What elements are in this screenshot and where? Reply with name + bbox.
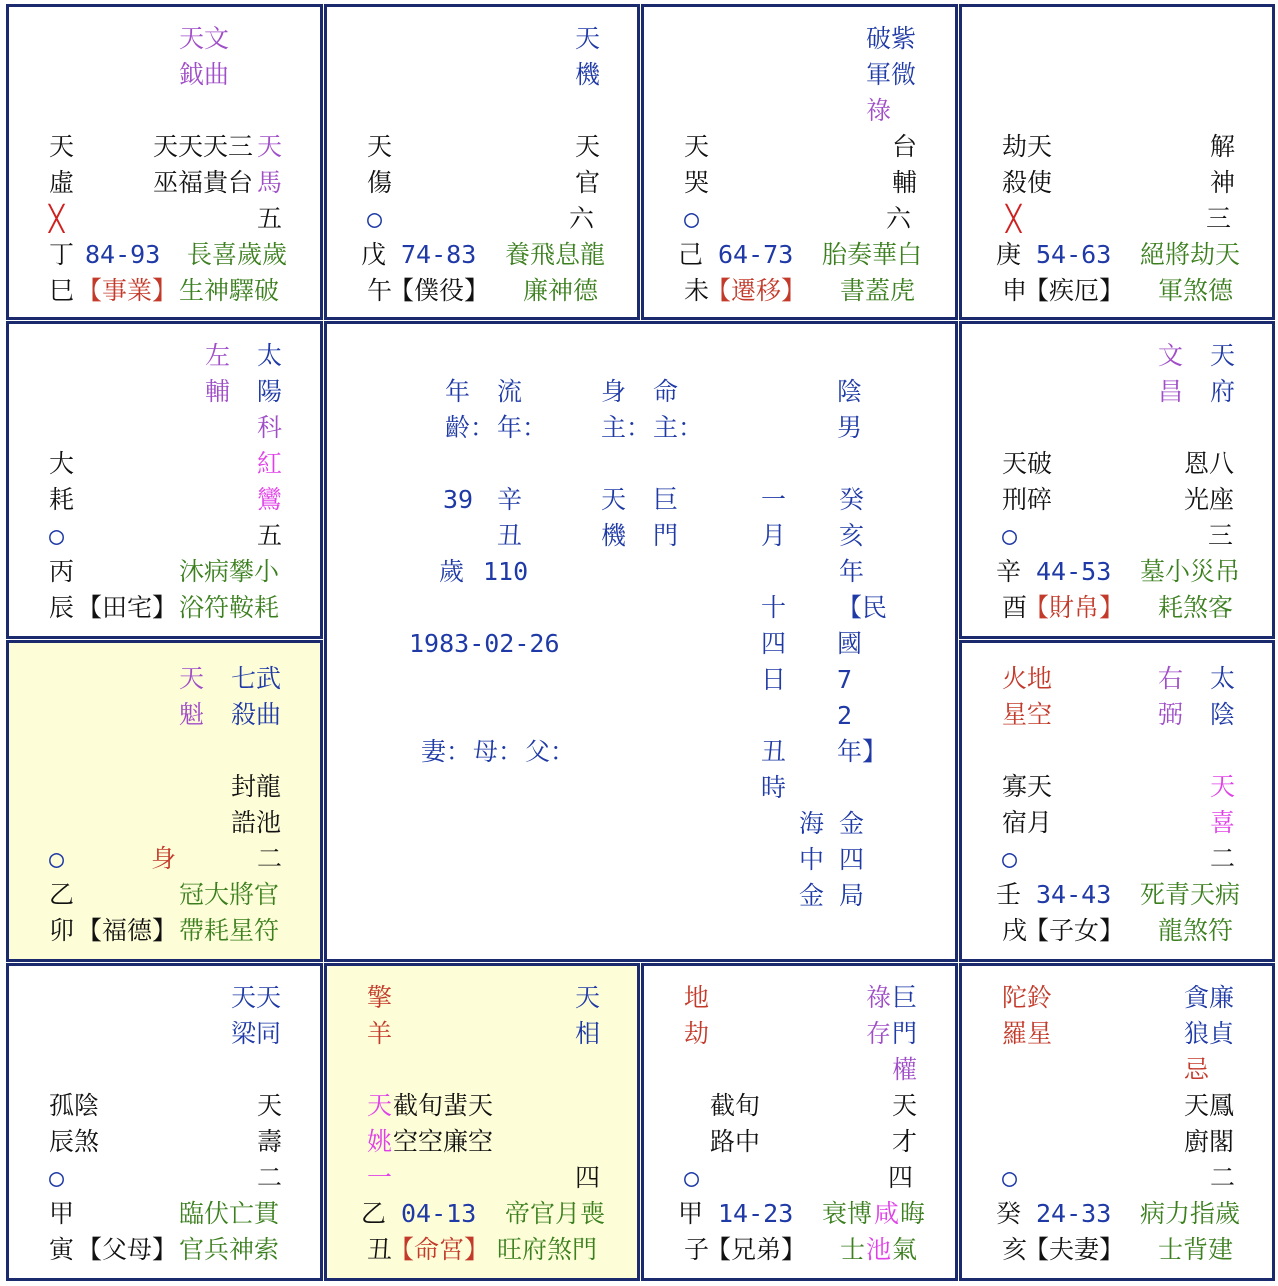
stem: 庚 xyxy=(996,240,1022,269)
age-unit: 歲 xyxy=(439,557,465,586)
palace-wei xyxy=(641,4,958,320)
gods-row1-c: 晦 xyxy=(900,1199,926,1228)
minor-left-1: 天 xyxy=(49,132,75,161)
minor-left-1: 天 xyxy=(684,132,710,161)
stem: 甲 xyxy=(678,1199,704,1228)
gods-row1: 長喜歲歲 xyxy=(187,240,288,269)
gods-row2: 龍煞符 xyxy=(1158,916,1234,945)
left-malefic-1: 地 xyxy=(684,983,710,1012)
gods-row1: 絕將劫天 xyxy=(1140,240,1241,269)
minor-right-1: 天 xyxy=(575,132,601,161)
palace-name: 【事業】 xyxy=(77,276,178,305)
transform: 祿 xyxy=(866,96,892,125)
age-range: 54-63 xyxy=(1036,240,1112,269)
branch: 未 xyxy=(684,276,710,305)
lucun-2: 存 xyxy=(866,1019,892,1048)
palace-mao xyxy=(6,640,323,962)
liunian-number: 110 xyxy=(483,557,529,586)
num: 四 xyxy=(888,1163,914,1192)
num: 三 xyxy=(1206,204,1232,233)
gods-row1: 沐病攀小 xyxy=(179,557,280,586)
palace-wu xyxy=(324,4,640,320)
minor-right-1: 天天天三 xyxy=(153,132,254,161)
mid-assist-1: 右 xyxy=(1158,664,1184,693)
minor-right-2: 光座 xyxy=(1184,485,1235,514)
gods-row2: 軍煞德 xyxy=(1158,276,1234,305)
circle: ○ xyxy=(684,204,700,233)
major-star-2: 府 xyxy=(1210,377,1236,406)
accent-2: 喜 xyxy=(1210,808,1236,837)
left-assist-1: 天 xyxy=(179,664,205,693)
major-star-1: 破紫 xyxy=(866,24,917,53)
circle: ○ xyxy=(1002,844,1018,873)
gods-row1: 冠大將官 xyxy=(179,880,280,909)
shenzhu-label: 身主： xyxy=(601,377,652,442)
palace-hai xyxy=(959,963,1275,1281)
num: 二 xyxy=(1210,1163,1236,1192)
circle: ○ xyxy=(49,1163,65,1192)
gods-row2: 生神驛破 xyxy=(179,276,280,305)
major-star-2: 陰 xyxy=(1210,700,1236,729)
birth-date: 1983-02-26 xyxy=(409,629,560,658)
palace-zi xyxy=(641,963,958,1281)
stem: 己 xyxy=(678,240,704,269)
age-range: 24-33 xyxy=(1036,1199,1112,1228)
gods-row2-b: 池 xyxy=(866,1235,892,1264)
palace-name: 【夫妻】 xyxy=(1024,1235,1125,1264)
lucun-1: 祿 xyxy=(866,983,892,1012)
major-stars-row2: 鉞曲 xyxy=(179,60,230,89)
stem: 甲 xyxy=(49,1199,75,1228)
major-star-1: 巨 xyxy=(892,983,918,1012)
palace-yin xyxy=(6,963,323,1281)
palace-name: 【田宅】 xyxy=(77,593,178,622)
major-star-1: 天 xyxy=(575,24,601,53)
branch: 戌 xyxy=(1002,916,1028,945)
circle: ○ xyxy=(49,521,65,550)
minor-left-2: 哭 xyxy=(684,168,710,197)
left-malefic-2: 羊 xyxy=(367,1019,393,1048)
age-label: 年齡： xyxy=(445,377,496,442)
circle: ○ xyxy=(1002,521,1018,550)
accent-1: 紅 xyxy=(257,449,283,478)
major-star-2: 門 xyxy=(892,1019,918,1048)
branch: 子 xyxy=(684,1235,710,1264)
left-assist-2: 輔 xyxy=(205,377,231,406)
minor-right-1: 恩八 xyxy=(1184,449,1235,478)
palace-name: 【命宮】 xyxy=(389,1235,490,1264)
minor-left-1: 寡天 xyxy=(1002,772,1053,801)
palace-you xyxy=(959,321,1275,639)
num: 二 xyxy=(1210,844,1236,873)
body-marker: 身 xyxy=(151,844,177,873)
stem: 癸 xyxy=(996,1199,1022,1228)
age-range: 34-43 xyxy=(1036,880,1112,909)
stem: 乙 xyxy=(361,1199,387,1228)
yin-nan: 陰男 xyxy=(837,377,863,442)
branch: 亥 xyxy=(1002,1235,1028,1264)
gods-row2-c: 氣 xyxy=(892,1235,918,1264)
liunian-value: 辛丑 xyxy=(497,485,523,550)
lunar-month: 一月 xyxy=(761,485,787,550)
age-range: 64-73 xyxy=(718,240,794,269)
minor-left-2: 耗 xyxy=(49,485,75,514)
cross-mark: ╳ xyxy=(1006,204,1022,233)
left-malefic-1: 陀鈴 xyxy=(1002,983,1053,1012)
birth-hour: 丑時 xyxy=(761,737,787,802)
nayin: 海中金 xyxy=(799,809,825,910)
gods-row2: 旺府煞門 xyxy=(497,1235,598,1264)
left-assist-1: 左 xyxy=(205,341,231,370)
gods-row2: 帶耗星符 xyxy=(179,916,280,945)
stem: 丙 xyxy=(49,557,75,586)
mingzhu-value: 巨門 xyxy=(653,485,679,550)
minor-right-2: 壽 xyxy=(257,1127,283,1156)
minor-accent-1: 天 xyxy=(257,132,283,161)
accent-2: 姚 xyxy=(367,1127,393,1156)
major-stars-row1: 天文 xyxy=(179,24,230,53)
accent-1: 天 xyxy=(367,1091,393,1120)
palace-name: 【福德】 xyxy=(77,916,178,945)
gods-row1: 帝官月喪 xyxy=(505,1199,606,1228)
major-star-1: 太 xyxy=(1210,664,1236,693)
minor-right-1: 天鳳 xyxy=(1184,1091,1235,1120)
gods-row1: 墓小災吊 xyxy=(1140,557,1241,586)
stem: 丁 xyxy=(49,240,75,269)
gods-row2-a: 士 xyxy=(840,1235,866,1264)
age-range: 14-23 xyxy=(718,1199,794,1228)
minor-left-1: 天破 xyxy=(1002,449,1053,478)
major-star-2: 陽 xyxy=(257,377,283,406)
major-star-2: 狼貞 xyxy=(1184,1019,1235,1048)
stem: 壬 xyxy=(996,880,1022,909)
minor-left-2: 虛 xyxy=(49,168,75,197)
palace-shen xyxy=(959,4,1275,320)
major-star-2: 軍微 xyxy=(866,60,917,89)
family-mother: 母： xyxy=(473,737,524,766)
gods-row2: 官兵神索 xyxy=(179,1235,280,1264)
minor-left-2: 殺使 xyxy=(1002,168,1053,197)
year-ganzhi: 癸亥年 xyxy=(839,485,865,586)
palace-name: 【兄弟】 xyxy=(706,1235,807,1264)
wuxing-ju: 金四局 xyxy=(839,809,865,910)
minor-left-2: 傷 xyxy=(367,168,393,197)
minor-left-2: 空空廉空 xyxy=(393,1127,494,1156)
num: 三 xyxy=(1208,521,1234,550)
left-malefic-2: 星空 xyxy=(1002,700,1053,729)
palace-name: 【子女】 xyxy=(1024,916,1125,945)
stem: 乙 xyxy=(49,880,75,909)
major-star-1: 七武 xyxy=(231,664,282,693)
left-malefic-2: 劫 xyxy=(684,1019,710,1048)
minor-right-1: 封龍 xyxy=(231,772,282,801)
gods-row1: 死青天病 xyxy=(1140,880,1241,909)
major-star-2: 機 xyxy=(575,60,601,89)
circle: ○ xyxy=(367,204,383,233)
liunian-label: 流年： xyxy=(497,377,548,442)
num: 二 xyxy=(257,844,283,873)
major-star-2: 相 xyxy=(575,1019,601,1048)
gods-row1-b: 咸 xyxy=(874,1199,900,1228)
stem: 辛 xyxy=(996,557,1022,586)
transform: 忌 xyxy=(1184,1055,1210,1084)
branch: 酉 xyxy=(1002,593,1028,622)
palace-si xyxy=(6,4,323,320)
minor-left-2: 刑碎 xyxy=(1002,485,1053,514)
major-star-1: 天 xyxy=(575,983,601,1012)
minor-left-1: 孤陰 xyxy=(49,1091,100,1120)
gods-row2: 廉神德 xyxy=(523,276,599,305)
minor-right-1: 台 xyxy=(892,132,918,161)
accent-1: 天 xyxy=(1210,772,1236,801)
branch: 巳 xyxy=(49,276,75,305)
circle: ○ xyxy=(49,844,65,873)
minor-left-1: 劫天 xyxy=(1002,132,1053,161)
branch: 卯 xyxy=(49,916,75,945)
branch: 申 xyxy=(1002,276,1028,305)
minor-left-1: 大 xyxy=(49,449,75,478)
minor-left-1: 截旬蜚天 xyxy=(393,1091,494,1120)
branch: 寅 xyxy=(49,1235,75,1264)
left-malefic-2: 羅星 xyxy=(1002,1019,1053,1048)
minor-right-1: 解 xyxy=(1210,132,1236,161)
branch: 午 xyxy=(367,276,393,305)
circle: ○ xyxy=(684,1163,700,1192)
transform: 權 xyxy=(892,1055,918,1084)
minor-left-1: 天 xyxy=(367,132,393,161)
palace-name: 【僕役】 xyxy=(389,276,490,305)
branch: 丑 xyxy=(367,1235,393,1264)
gods-row2: 浴符鞍耗 xyxy=(179,593,280,622)
circle: ○ xyxy=(1002,1163,1018,1192)
cross-mark: ╳ xyxy=(49,204,65,233)
left-malefic-1: 火地 xyxy=(1002,664,1053,693)
major-star-1: 天天 xyxy=(231,983,282,1012)
major-star-1: 太 xyxy=(257,341,283,370)
age-range: 04-13 xyxy=(401,1199,477,1228)
minor-left-2: 宿月 xyxy=(1002,808,1053,837)
num: 四 xyxy=(575,1163,601,1192)
minor-right-1: 天 xyxy=(892,1091,918,1120)
palace-name: 【遷移】 xyxy=(706,276,807,305)
age-range: 74-83 xyxy=(401,240,477,269)
minor-right-2: 巫福貴台 xyxy=(153,168,254,197)
dash: 一 xyxy=(367,1163,393,1192)
palace-chen xyxy=(6,321,323,639)
num: 五 xyxy=(257,204,283,233)
mid-assist-2: 弼 xyxy=(1158,700,1184,729)
num: 六 xyxy=(886,204,912,233)
major-star-2: 梁同 xyxy=(231,1019,282,1048)
gods-row1: 胎奏華白 xyxy=(822,240,923,269)
left-malefic-1: 擎 xyxy=(367,983,393,1012)
mingzhu-label: 命主： xyxy=(653,377,704,442)
major-star-2: 殺曲 xyxy=(231,700,282,729)
accent-2: 鸞 xyxy=(257,485,283,514)
palace-chou xyxy=(324,963,640,1281)
num: 二 xyxy=(257,1163,283,1192)
lunar-day: 十四日 xyxy=(761,593,787,694)
left-assist-2: 魁 xyxy=(179,700,205,729)
major-star-1: 貪廉 xyxy=(1184,983,1235,1012)
center-panel xyxy=(324,321,958,962)
minor-right-2: 才 xyxy=(892,1127,918,1156)
major-star-1: 天 xyxy=(1210,341,1236,370)
gods-row1-a: 衰博 xyxy=(822,1199,873,1228)
minor-right-1: 天 xyxy=(257,1091,283,1120)
minor-accent-2: 馬 xyxy=(257,168,283,197)
gods-row1: 養飛息龍 xyxy=(505,240,606,269)
minguo-year: 【民國72年】 xyxy=(837,593,888,766)
gods-row2: 耗煞客 xyxy=(1158,593,1234,622)
palace-xu xyxy=(959,640,1275,962)
shenzhu-value: 天機 xyxy=(601,485,627,550)
minor-right-2: 廚閣 xyxy=(1184,1127,1235,1156)
num: 五 xyxy=(257,521,283,550)
minor-left-2: 辰煞 xyxy=(49,1127,100,1156)
palace-name: 【父母】 xyxy=(77,1235,178,1264)
age-range: 84-93 xyxy=(85,240,161,269)
palace-name: 【財帛】 xyxy=(1024,593,1125,622)
gods-row2: 書蓋虎 xyxy=(840,276,916,305)
age-value: 39 xyxy=(443,485,474,514)
left-assist-1: 文 xyxy=(1158,341,1184,370)
minor-left-2: 路中 xyxy=(710,1127,761,1156)
age-range: 44-53 xyxy=(1036,557,1112,586)
family-father: 父： xyxy=(525,737,576,766)
gods-row2: 士背建 xyxy=(1158,1235,1234,1264)
minor-left-1: 截旬 xyxy=(710,1091,761,1120)
gods-row1: 病力指歲 xyxy=(1140,1199,1241,1228)
left-assist-2: 昌 xyxy=(1158,377,1184,406)
family-wife: 妻： xyxy=(421,737,472,766)
num: 六 xyxy=(569,204,595,233)
minor-right-2: 官 xyxy=(575,168,601,197)
palace-name: 【疾厄】 xyxy=(1024,276,1125,305)
minor-right-2: 輔 xyxy=(892,168,918,197)
stem: 戊 xyxy=(361,240,387,269)
transform: 科 xyxy=(257,413,283,442)
gods-row1: 臨伏亡貫 xyxy=(179,1199,280,1228)
minor-right-2: 誥池 xyxy=(231,808,282,837)
minor-right-2: 神 xyxy=(1210,168,1236,197)
branch: 辰 xyxy=(49,593,75,622)
